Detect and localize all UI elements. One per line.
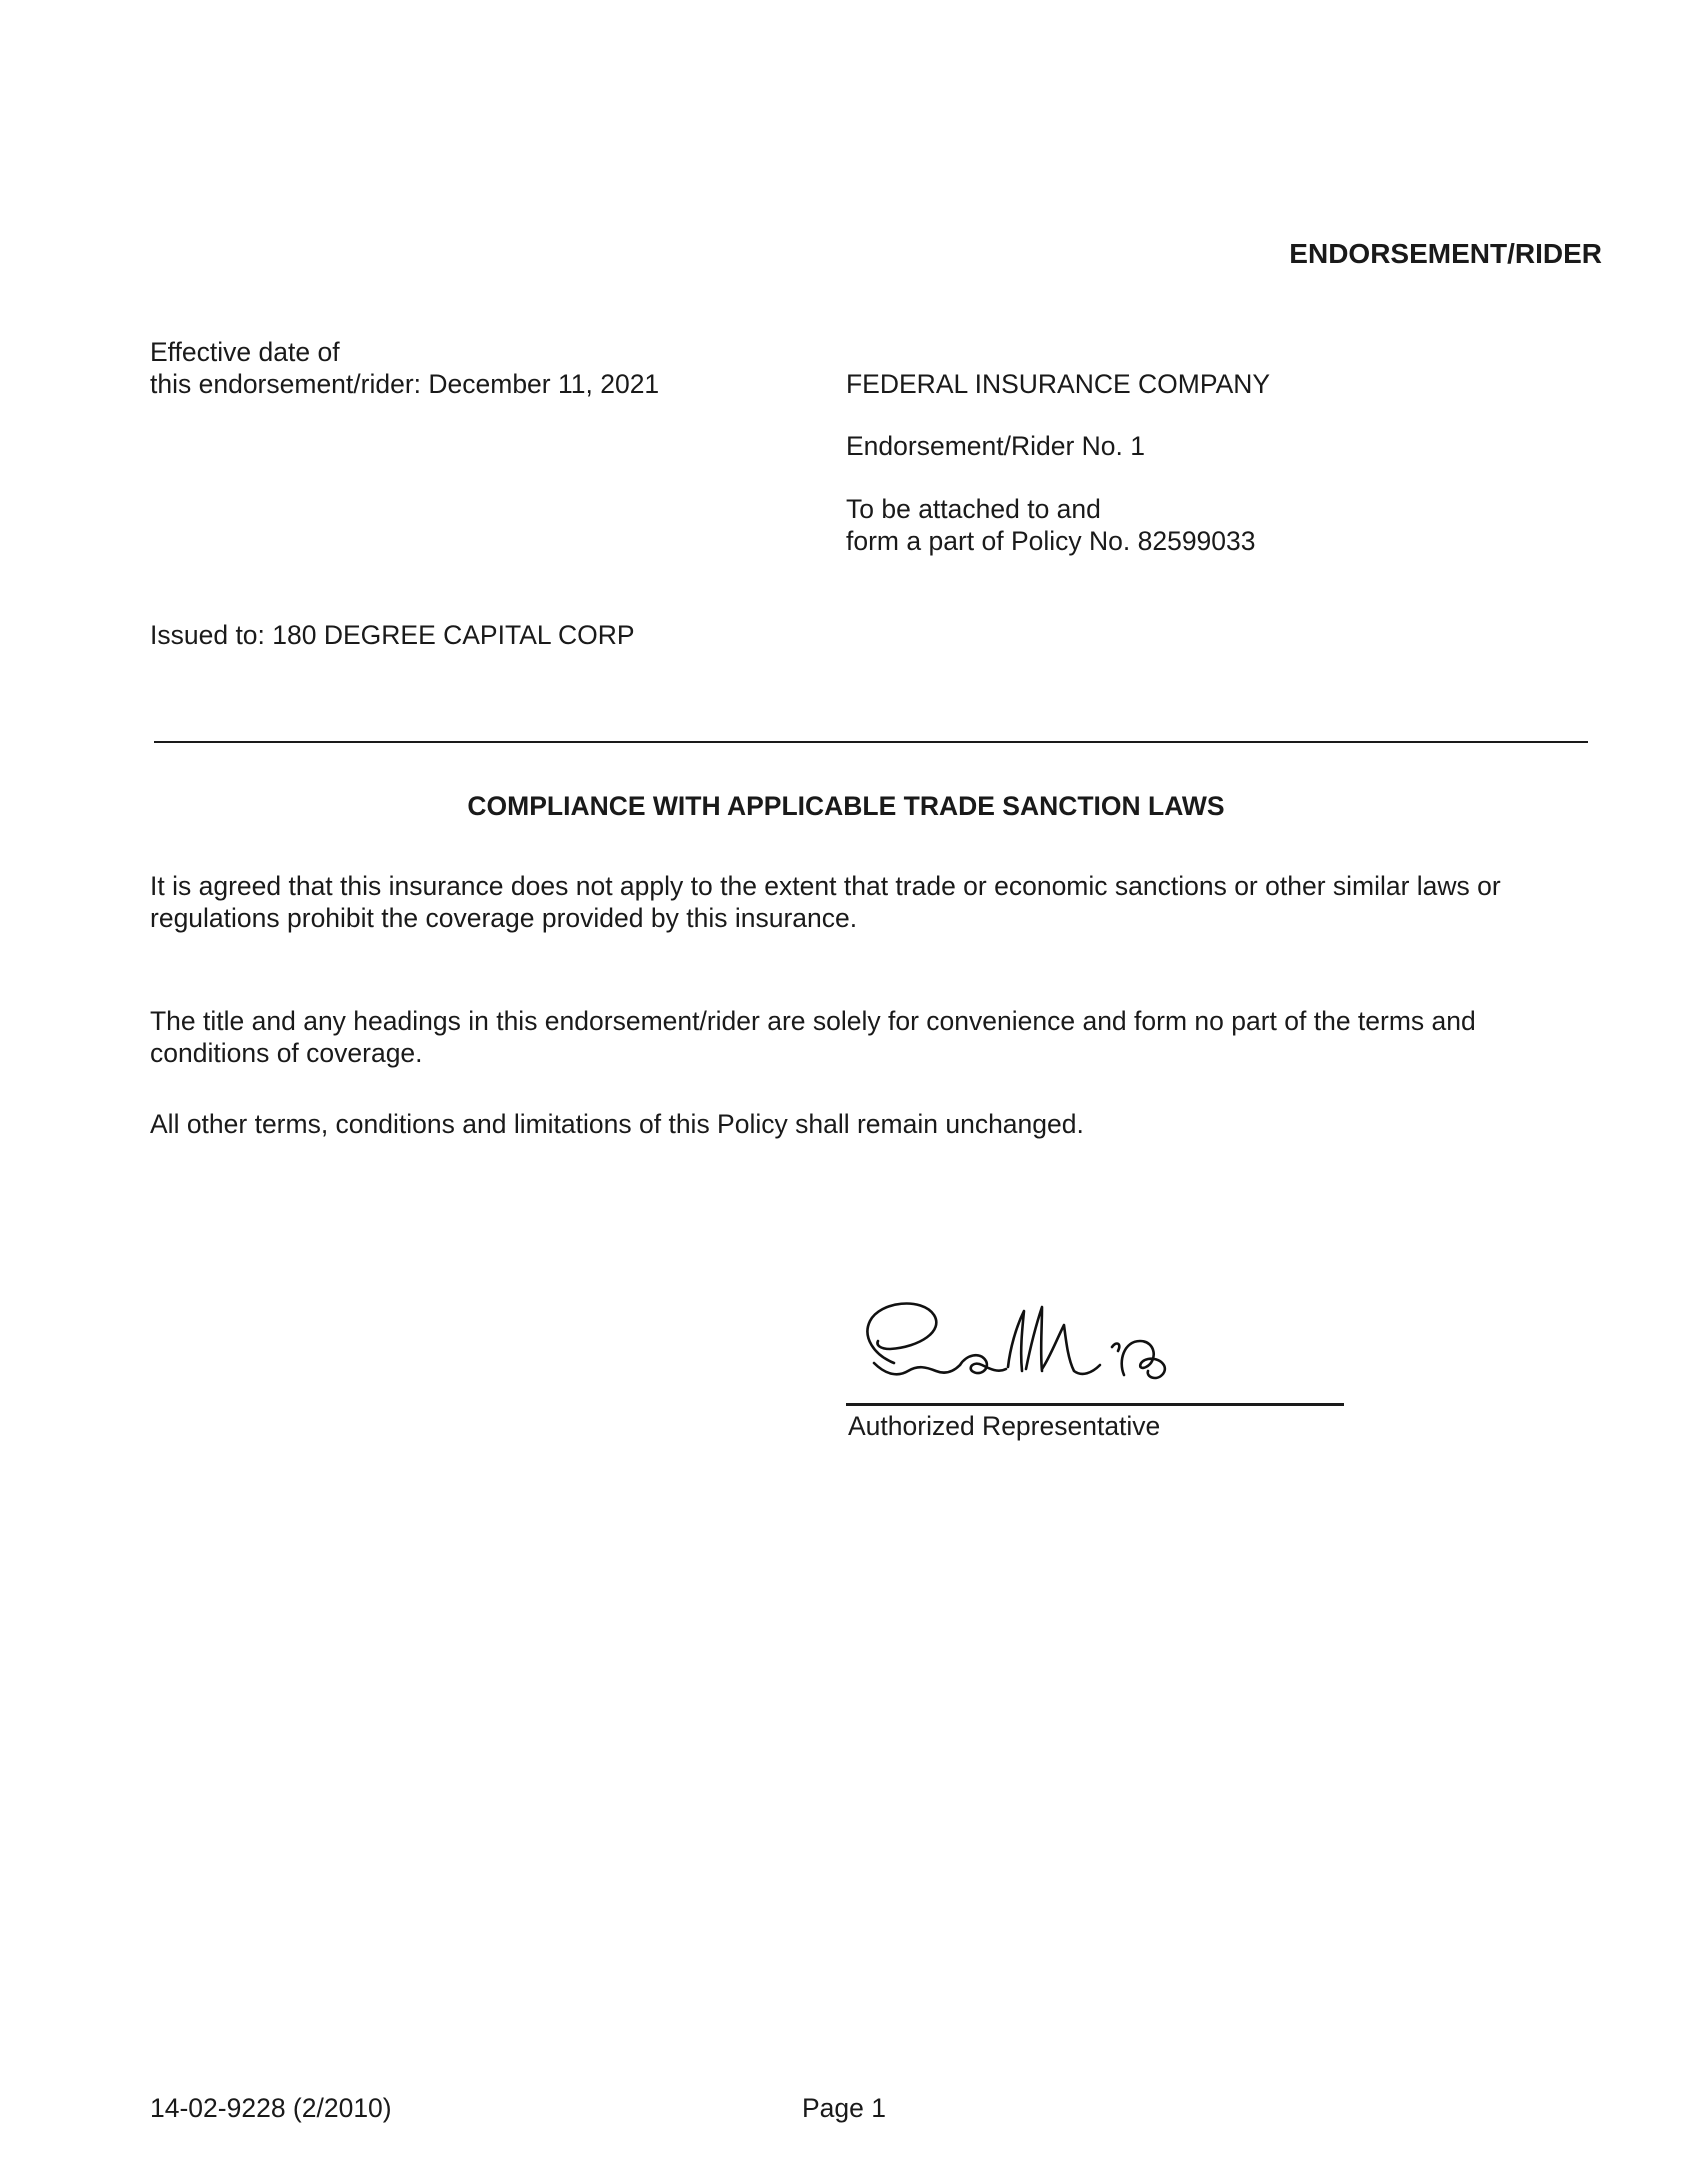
headings-paragraph: The title and any headings in this endorsement/rider are solely for convenience and form no part of the terms and conditions of coverage. [150,1006,1476,1068]
page-number: Page 1 [802,2093,886,2123]
issued-to: Issued to: 180 DEGREE CAPITAL CORP [150,620,635,650]
attach-line-1: To be attached to and [846,494,1101,524]
authorized-representative-label: Authorized Representative [848,1411,1161,1441]
section-title: COMPLIANCE WITH APPLICABLE TRADE SANCTION LAWS [467,791,1225,821]
unchanged-terms-paragraph: All other terms, conditions and limitations of this Policy shall remain unchanged. [150,1109,1084,1139]
form-number: 14-02-9228 (2/2010) [150,2093,392,2123]
section-divider [154,741,1588,743]
document-type-heading: ENDORSEMENT/RIDER [1289,238,1602,269]
effective-date-value: this endorsement/rider: December 11, 2021 [150,369,660,399]
agreement-paragraph: It is agreed that this insurance does not apply to the extent that trade or economic sanctions or other similar laws or regulations prohibit the coverage provided by this insurance. [150,871,1501,933]
signature-line [846,1403,1344,1406]
handwritten-signature [856,1285,1186,1400]
rider-number: Endorsement/Rider No. 1 [846,431,1146,461]
effective-date-label: Effective date of [150,337,340,367]
insurer-company: FEDERAL INSURANCE COMPANY [846,369,1271,399]
policy-number-line: form a part of Policy No. 82599033 [846,526,1256,556]
